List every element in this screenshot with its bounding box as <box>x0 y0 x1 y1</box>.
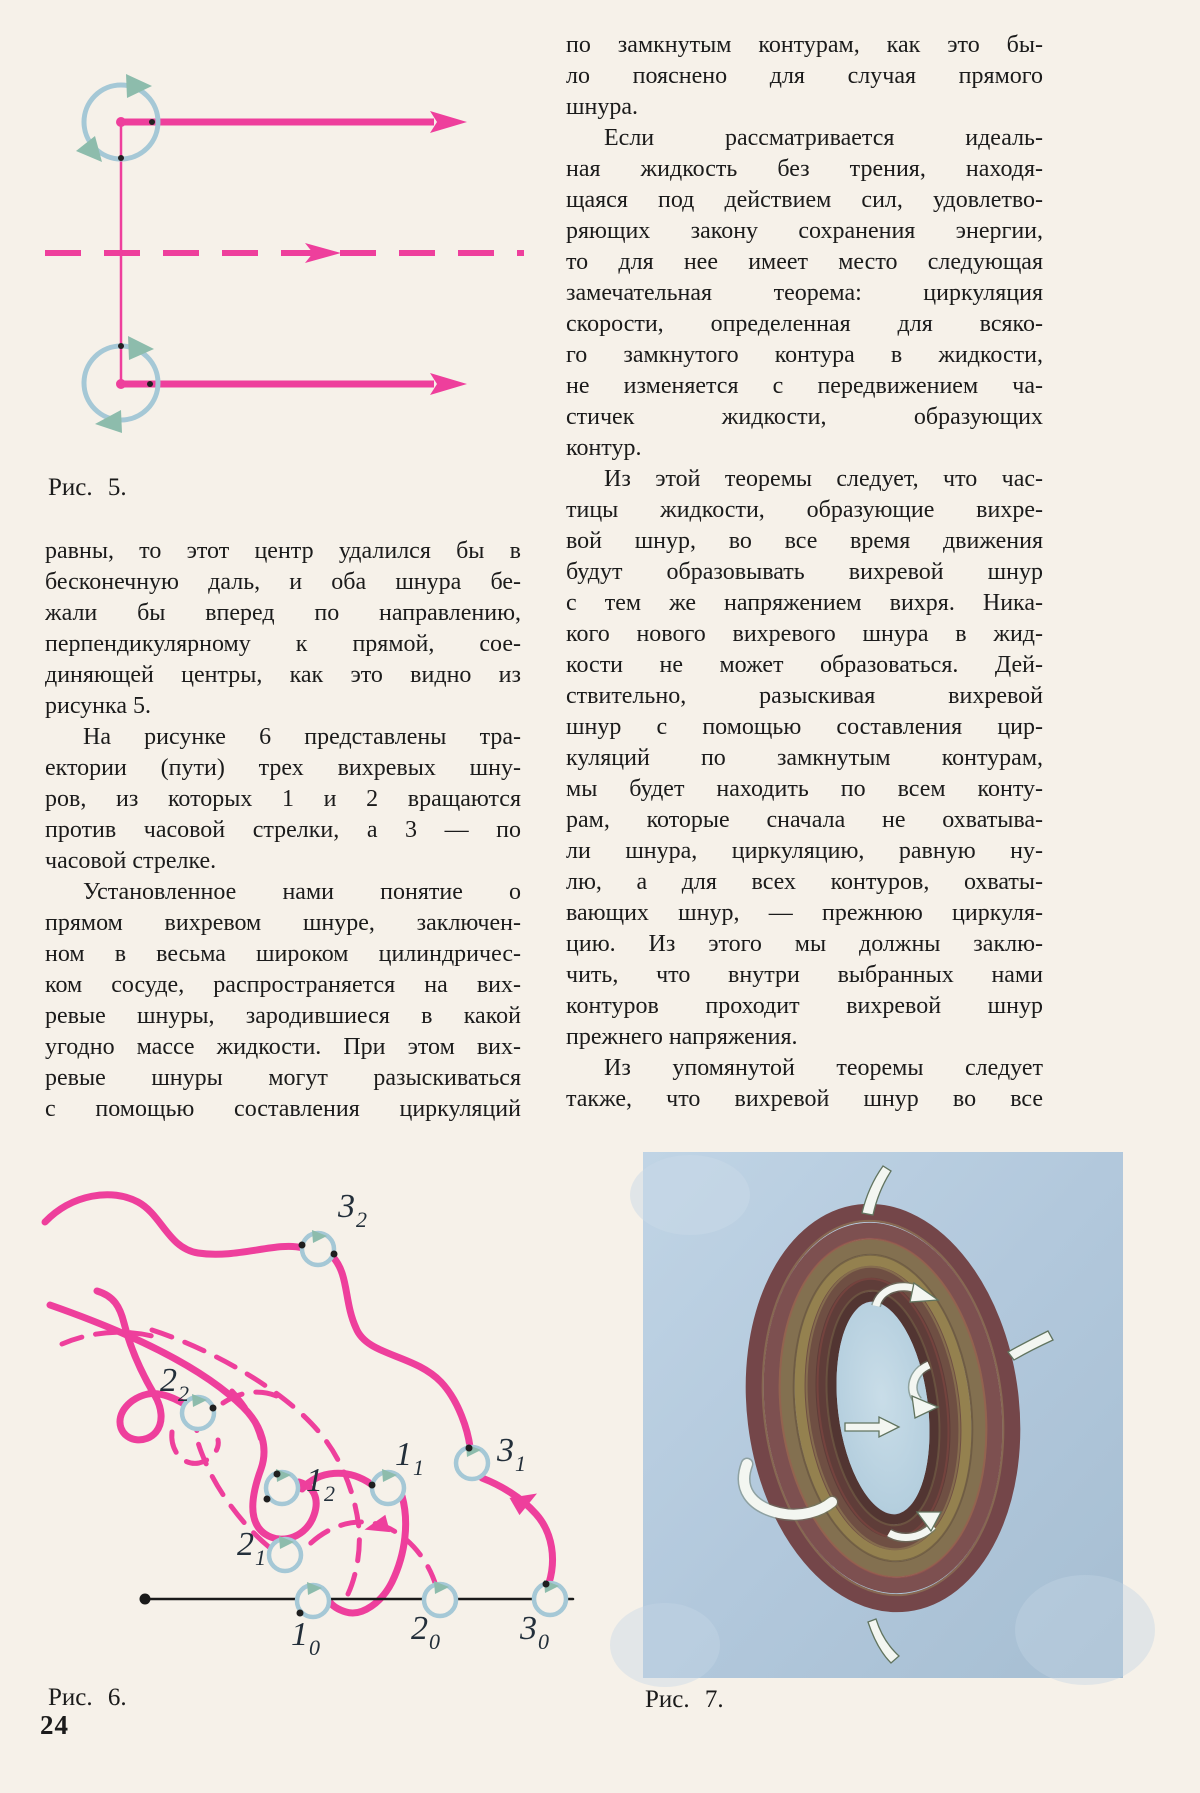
text-line: перпендикулярному к прямой, сое- <box>45 631 521 657</box>
fig6-label-2-1: $2_1$ <box>237 1526 266 1570</box>
text-line: будут образовывать вихревой шнур <box>566 559 1043 585</box>
text-line: вающих шнур, — прежнюю циркуля- <box>566 900 1043 926</box>
fig6-label-1-2: $1_2$ <box>306 1462 335 1506</box>
text-line: стичек жидкости, образующих <box>566 404 1043 430</box>
bottom-velocity-arrow-head-icon <box>430 373 467 395</box>
text-line: прямом вихревом шнуре, заключен- <box>45 910 521 936</box>
fig6-label-3-0: $3_0$ <box>520 1610 549 1654</box>
text-line: ная жидкость без трения, находя- <box>566 156 1043 182</box>
text-line: также, что вихревой шнур во все <box>566 1086 1043 1112</box>
figure5-caption: Рис. 5. <box>48 474 127 501</box>
figure7-illustration <box>610 1152 1155 1687</box>
text-line: прежнего напряжения. <box>566 1024 798 1050</box>
text-line: ном в весьма широком цилиндричес- <box>45 941 521 967</box>
text-line: го замкнутого контура в жидкости, <box>566 342 1043 368</box>
text-line: Из этой теоремы следует, что час- <box>604 466 1043 492</box>
trajectory-1 <box>329 1496 406 1613</box>
figure7-caption: Рис. 7. <box>645 1686 724 1713</box>
figure6-caption: Рис. 6. <box>48 1684 127 1711</box>
text-line: кого нового вихревого шнура в жид- <box>566 621 1043 647</box>
text-line: не изменяется с передвижением ча- <box>566 373 1043 399</box>
text-line: чить, что внутри выбранных нами <box>566 962 1043 988</box>
trajectory-2-dashed <box>172 1432 219 1463</box>
base-line-dot <box>140 1594 151 1605</box>
text-line: Установленное нами понятие о <box>83 879 521 905</box>
text-line: кости не может образоваться. Дей- <box>566 652 1043 678</box>
trajectory-3 <box>482 1478 553 1583</box>
tick <box>147 381 153 387</box>
text-line: часовой стрелке. <box>45 848 217 874</box>
text-line: с тем же напряжением вихря. Ника- <box>566 590 1043 616</box>
text-line: мы будет находить по всем конту- <box>566 776 1043 802</box>
page-number: 24 <box>40 1710 69 1740</box>
text-line: ревые шнуры, зародившиеся в какой <box>45 1003 521 1029</box>
text-line: ров, из которых 1 и 2 вращаются <box>45 786 521 812</box>
right-column <box>566 30 1043 1115</box>
trajectory-3 <box>333 1257 470 1447</box>
figure6-diagram <box>45 1195 573 1617</box>
text-line: ектории (пути) трех вихревых шну- <box>45 755 521 781</box>
text-line: шнура. <box>566 94 638 120</box>
text-line: против часовой стрелки, а 3 — по <box>45 817 521 843</box>
text-line: ряющих закону сохранения энергии, <box>566 218 1043 244</box>
tick <box>118 155 124 161</box>
text-line: рам, которые сначала не охватыва- <box>566 807 1043 833</box>
text-line: Из упомянутой теоремы следует <box>604 1055 1043 1081</box>
text-line: ком сосуде, распространяется на вих- <box>45 972 521 998</box>
text-line: куляций по замкнутым контурам, <box>566 745 1043 771</box>
text-line: шнур с помощью составления цир- <box>566 714 1043 740</box>
fig6-label-2-0: $2_0$ <box>411 1610 440 1654</box>
text-line: жали бы вперед по направлению, <box>45 600 521 626</box>
fig6-label-3-1: $3_1$ <box>497 1432 526 1476</box>
text-line: бесконечную даль, и оба шнура бе- <box>45 569 521 595</box>
text-line: ли шнура, циркуляцию, равную ну- <box>566 838 1043 864</box>
top-vortex-center-dot <box>116 117 126 127</box>
text-line: Если рассматривается идеаль- <box>604 125 1043 151</box>
text-line: скорости, определенная для всяко- <box>566 311 1043 337</box>
text-line: цию. Из этого мы должны заклю- <box>566 931 1043 957</box>
trajectory-2-dashed <box>305 1522 436 1586</box>
top-velocity-arrow-head-icon <box>430 111 467 133</box>
text-line: по замкнутым контурам, как это бы- <box>566 32 1043 58</box>
text-line: то для нее имеет место следующая <box>566 249 1043 275</box>
text-line: ревые шнуры могут разыскиваться <box>45 1065 521 1091</box>
trajectory-3 <box>45 1195 303 1255</box>
left-column <box>45 536 521 1125</box>
text-line: замечательная теорема: циркуляция <box>566 280 1043 306</box>
fig6-label-1-0: $1_0$ <box>291 1616 320 1660</box>
text-line: с помощью составления циркуляций <box>45 1096 521 1122</box>
tick <box>149 119 155 125</box>
text-line: контуров проходит вихревой шнур <box>566 993 1043 1019</box>
text-line: тицы жидкости, образующие вихре- <box>566 497 1043 523</box>
text-line: щаяся под действием сил, удовлетво- <box>566 187 1043 213</box>
text-line: На рисунке 6 представлены тра- <box>83 724 521 750</box>
fig6-label-1-1: $1_1$ <box>395 1436 424 1480</box>
text-line: ло пояснено для случая прямого <box>566 63 1043 89</box>
figure5-diagram <box>45 74 524 433</box>
text-line: равны, то этот центр удалился бы в <box>45 538 521 564</box>
text-line: вой шнур, во все время движения <box>566 528 1043 554</box>
fig6-label-2-2: $2_2$ <box>160 1362 189 1406</box>
text-line: лю, а для всех контуров, охваты- <box>566 869 1043 895</box>
fig6-label-3-2: $3_2$ <box>338 1188 367 1232</box>
text-line: диняющей центры, как это видно из <box>45 662 521 688</box>
text-line: ствительно, разыскивая вихревой <box>566 683 1043 709</box>
tick <box>118 343 124 349</box>
bottom-vortex-center-dot <box>116 379 126 389</box>
trajectory-arrow-icon <box>362 1515 390 1539</box>
text-line: контур. <box>566 435 642 461</box>
text-line: рисунка 5. <box>45 693 151 719</box>
text-line: угодно массе жидкости. При этом вих- <box>45 1034 521 1060</box>
